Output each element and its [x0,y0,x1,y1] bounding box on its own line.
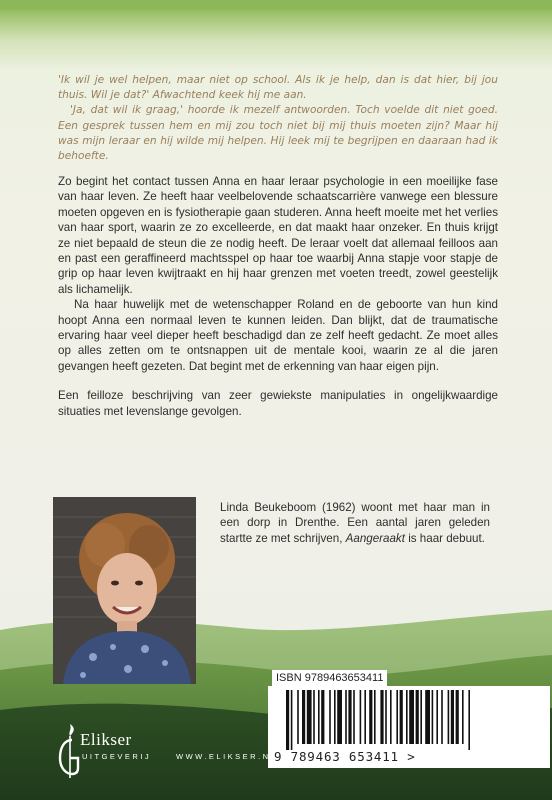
barcode-bar [353,690,355,744]
barcode-bar [409,690,414,744]
blurb [58,174,498,419]
barcode-bar [462,690,464,744]
barcode-bar [313,690,315,744]
barcode-bar [432,690,434,744]
barcode-bar [400,690,403,744]
author-photo [53,497,196,684]
barcode-bar [334,690,336,744]
barcode-bar [416,690,419,744]
barcode-bar [390,690,392,744]
barcode-bar [385,690,387,744]
barcode-bar [441,690,443,744]
barcode-bar [456,690,459,744]
barcode-bar [396,690,398,744]
barcode [268,686,550,768]
barcode-bar [348,690,351,744]
barcode-bar [329,690,331,744]
blurb-paragraph-2: Na haar huwelijk met de wetenschapper Roland en de geboorte van hun kind hoopt Anna een normaal leven te kunnen leiden. Dan blijkt, dat de traumatische ervaring haar veel dieper heeft beschadigd dan ze zelf heeft gedacht. Ze moet alles op alles zetten om te ontsnappen uit de mentale kooi, waarin ze al die jaren gevangen heeft gezeten. Dat begint met de erkenning van haar eigen pijn. [58,298,498,373]
quote-paragraph-2: 'Ja, dat wil ik graag,' hoorde ik mezelf antwoorden. Toch voelde dit niet goed. Een gesprek tussen hem en mij zou toch niet bij mij thuis moeten zijn? Maar hij was mijn leraar en hij wilde mij helpen. Hij leek mij te begrijpen en daaraan had ik behoefte. [58,104,498,163]
barcode-bar [302,690,305,744]
blurb-paragraph-1: Zo begint het contact tussen Anna en haar leraar psychologie in een moeilijke fase van haar leven. Ze heeft haar veelbelovende schaatscarrière vanwege een blessure moeten opgeven en is fysiotherapie gaan studeren. Anna heeft moeite met het verlies van haar sport, waarin ze zo excelleerde, en dat maakt haar onzeker. En thuis krijgt ze niet bepaald de steun die ze nodig heeft. De leraar voelt dat allemaal feilloos aan en past een geraffineerd machtsspel op haar toe waarbij Anna stapje voor stapje de grip op haar leven kwijtraakt en hij haar grenzen met voeten treedt, zowel geestelijk als lichamelijk. [58,175,498,296]
bio-book-title: Aangeraakt [345,531,405,545]
bio-text: Linda Beukeboom (1962) woont met haar man in een dorp in Drenthe. Een aantal jaren geleden startte ze met schrijven, [220,501,490,545]
barcode-bar [321,690,324,744]
publisher-sub: UITGEVERIJ [82,752,152,761]
barcode-digits: 9 789463 653411 > [274,749,416,764]
blurb-paragraph-3: Een feilloze beschrijving van zeer gewiekste manipulaties in ongelijkwaardige situaties met levenslange gevolgen. [58,389,498,418]
barcode-bar [374,690,376,744]
publisher-emblem-icon [58,722,82,780]
barcode-bar [364,690,366,744]
barcode-bar [436,690,438,744]
barcode-bar [291,690,293,750]
barcode-bar [297,690,299,744]
author-bio [220,500,490,546]
barcode-bar [337,690,342,744]
barcode-bar [318,690,320,744]
barcode-bar [360,690,362,744]
publisher-url: WWW.ELIKSER.NL [176,752,278,761]
barcode-bars [276,690,542,750]
barcode-bar [468,690,470,750]
barcode-bar [380,690,383,744]
barcode-bar [307,690,312,744]
quote-paragraph-1: 'Ik wil je wel helpen, maar niet op school. Als ik je help, dan is dat hier, bij jou thuis. Wil je dat?' Afwachtend keek hij me aan. [58,74,498,102]
barcode-bar [286,690,289,750]
barcode-bar [369,690,372,744]
publisher-name: Elikser [80,730,132,749]
barcode-bar [406,690,408,744]
top-green-strip [0,0,552,10]
barcode-bar [448,690,450,744]
bio-tail: is haar debuut. [408,531,485,545]
publisher-logo [58,722,168,782]
barcode-bar [345,690,347,744]
isbn-label: ISBN 9789463653411 [272,670,387,686]
barcode-bar [451,690,454,744]
excerpt-quote [58,73,498,164]
barcode-bar [425,690,430,744]
barcode-bar [420,690,422,744]
